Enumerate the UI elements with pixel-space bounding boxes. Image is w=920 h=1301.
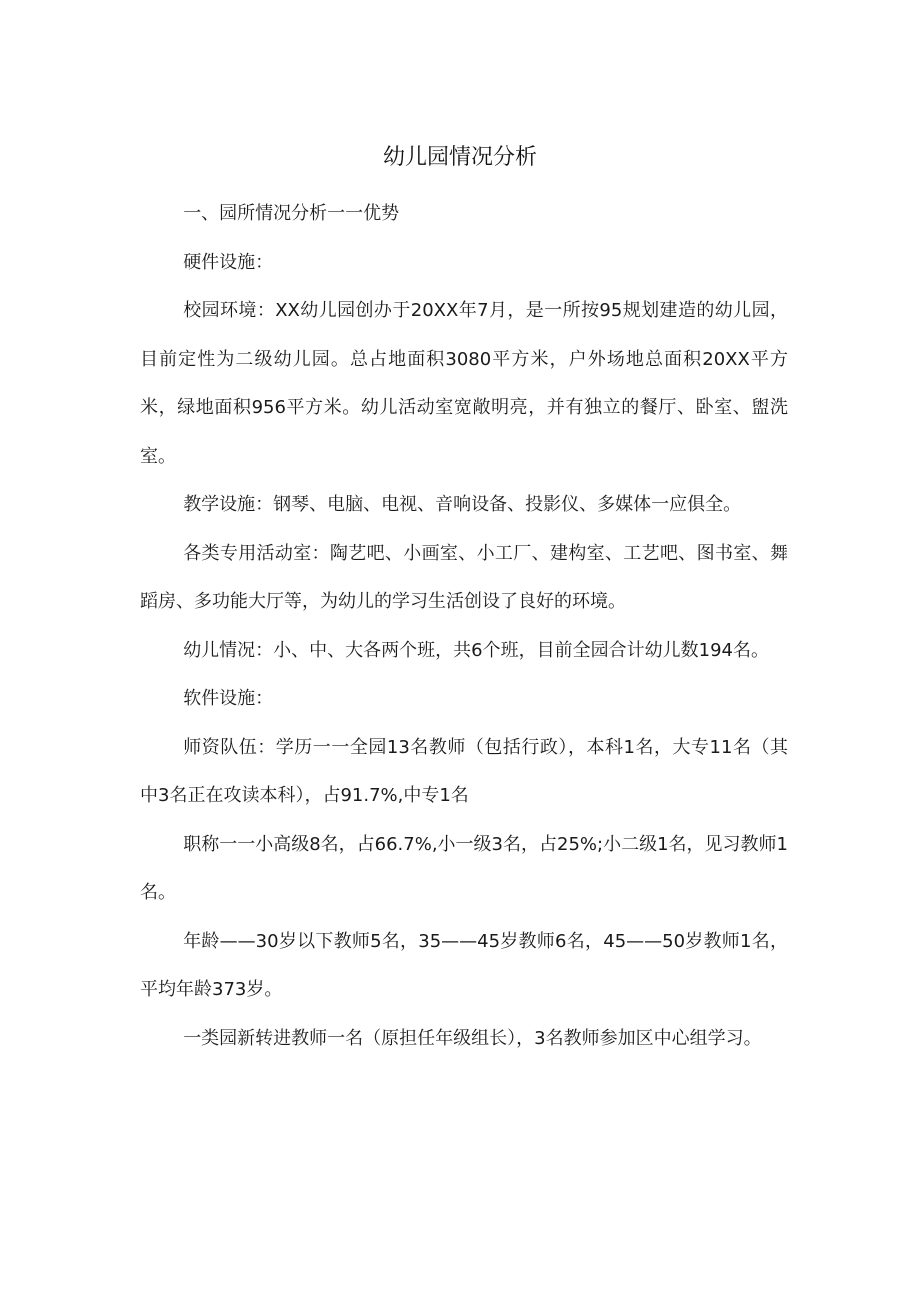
paragraph-children: 幼儿情况：小、中、大各两个班，共6个班，目前全园合计幼儿数194名。 <box>183 639 769 661</box>
paragraph-new-teacher: 一类园新转进教师一名（原担任年级组长），3名教师参加区中心组学习。 <box>183 1027 762 1049</box>
paragraph-teaching-staff: 师资队伍：学历一一全园13名教师（包括行政），本科1名，大专11名（其中3名正在攻读本科），占91.7%,中专1名 <box>140 736 788 806</box>
paragraph-activity-rooms: 各类专用活动室：陶艺吧、小画室、小工厂、建构室、工艺吧、图书室、舞蹈房、多功能大厅等，为幼儿的学习生活创设了良好的环境。 <box>140 542 788 612</box>
document-body <box>140 190 788 1063</box>
document-title: 幼儿园情况分析 <box>382 145 537 170</box>
section-heading: 一、园所情况分析一一优势 <box>183 203 400 224</box>
paragraph-ages: 年龄——30岁以下教师5名，35——45岁教师6名，45——50岁教师1名，平均年龄373岁。 <box>140 930 788 1000</box>
paragraph-teaching-facilities: 教学设施：钢琴、电脑、电视、音响设备、投影仪、多媒体一应俱全。 <box>183 494 742 515</box>
paragraph-campus-environment: 校园环境：XX幼儿园创办于20XX年7月，是一所按95规划建造的幼儿园，目前定性为二级幼儿园。总占地面积3080平方米，户外场地总面积20XX平方米，绿地面积956平方米。幼儿活动室宽敞明亮，并有独立的餐厅、卧室、盥洗室。 <box>140 300 788 467</box>
paragraph-titles: 职称一一小高级8名，占66.7%,小一级3名，占25%;小二级1名，见习教师1名。 <box>140 833 788 903</box>
subheading-hardware: 硬件设施： <box>183 251 274 273</box>
subheading-software: 软件设施： <box>183 688 274 709</box>
